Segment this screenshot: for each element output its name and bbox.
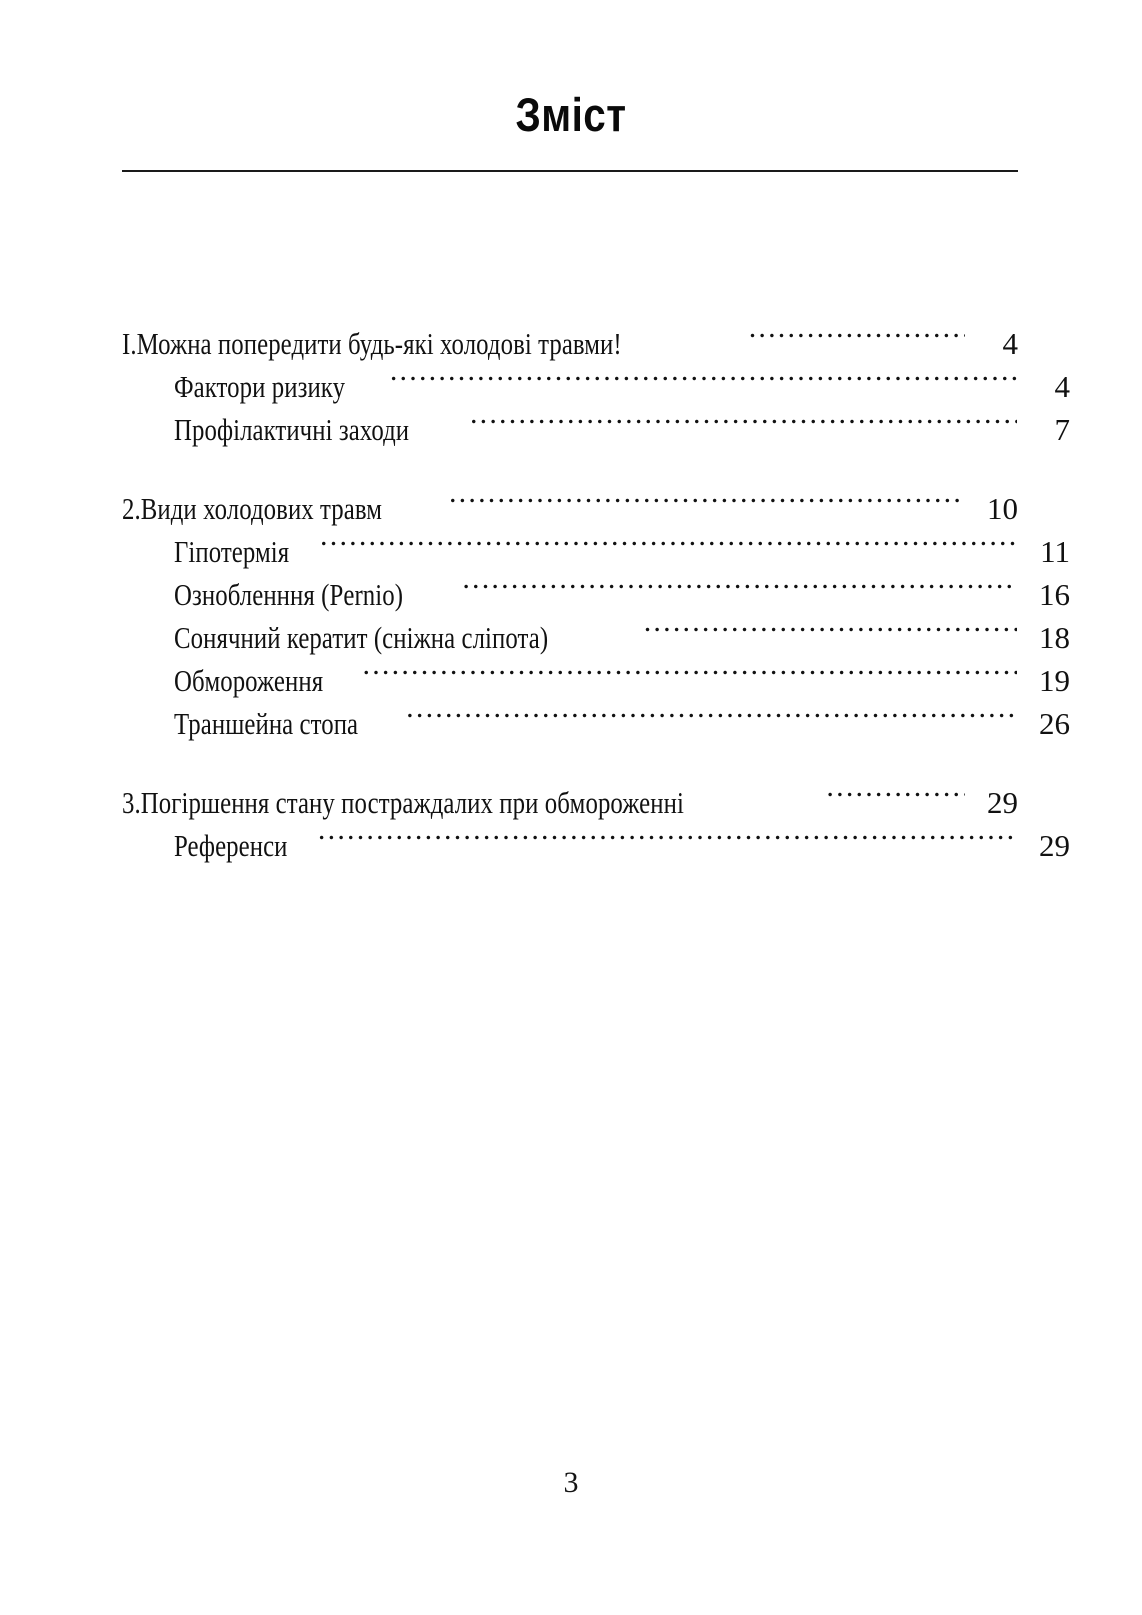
- toc-dot-leader: [644, 618, 1017, 648]
- toc-group: [122, 781, 1070, 867]
- toc-dot-leader: [749, 324, 965, 354]
- toc-dot-leader: [470, 410, 1017, 440]
- toc-entry-subsection[interactable]: [122, 530, 1070, 573]
- toc-dot-leader: [320, 532, 1017, 562]
- toc-entry-page-number: 16: [1039, 577, 1070, 612]
- toc-entry-label: І.Можна попередити будь-які холодові травми!: [122, 326, 622, 361]
- toc-entry-page-number: 19: [1039, 663, 1070, 698]
- page-title: Зміст: [515, 88, 627, 141]
- toc-entry-label: Траншейна стопа: [174, 706, 359, 741]
- toc-entry-subsection[interactable]: [122, 408, 1070, 451]
- toc-entry-subsection[interactable]: [122, 659, 1070, 702]
- toc-entry-subsection[interactable]: [122, 365, 1070, 408]
- toc-entry-label: Гіпотермія: [174, 534, 290, 569]
- toc-entry-subsection[interactable]: [122, 573, 1070, 616]
- toc-entry-label: Фактори ризику: [174, 369, 346, 404]
- toc-entry-page-number: 26: [1039, 706, 1070, 741]
- toc-entry-label: Профілактичні заходи: [174, 412, 410, 447]
- toc-entry-section[interactable]: [122, 487, 1018, 530]
- toc-entry-subsection[interactable]: [122, 824, 1070, 867]
- toc-group: [122, 487, 1070, 745]
- toc-dot-leader: [318, 826, 1017, 856]
- toc-dot-leader: [390, 367, 1017, 397]
- toc-entry-page-number: 11: [1040, 534, 1070, 569]
- title-divider: [122, 170, 1018, 172]
- toc-entry-page-number: 7: [1054, 412, 1070, 447]
- toc-group: [122, 322, 1070, 451]
- toc-dot-leader: [826, 783, 965, 813]
- toc-entry-section[interactable]: [122, 322, 1018, 365]
- toc-entry-label: Сонячний кератит (сніжна сліпота): [174, 620, 549, 655]
- toc-entry-page-number: 10: [987, 491, 1018, 526]
- toc-entry-label: Ознобленння (Pernio): [174, 577, 404, 612]
- toc-entry-page-number: 4: [1054, 369, 1070, 404]
- footer-page-number: 3: [563, 1466, 579, 1499]
- toc-entry-section[interactable]: [122, 781, 1018, 824]
- toc-entry-page-number: 29: [1039, 828, 1070, 863]
- toc-entry-subsection[interactable]: [122, 616, 1070, 659]
- toc-entry-label: 2.Види холодових травм: [122, 491, 382, 526]
- toc-entry-label: 3.Погіршення стану постраждалих при обмороженні: [122, 785, 684, 820]
- toc-entry-page-number: 18: [1039, 620, 1070, 655]
- toc-dot-leader: [449, 489, 965, 519]
- toc-entry-subsection[interactable]: [122, 702, 1070, 745]
- toc-entry-label: Референси: [174, 828, 288, 863]
- toc-entry-page-number: 29: [987, 785, 1018, 820]
- table-of-contents: [122, 322, 1070, 867]
- toc-entry-page-number: 4: [1002, 326, 1018, 361]
- toc-dot-leader: [462, 575, 1017, 605]
- toc-dot-leader: [406, 704, 1017, 734]
- toc-entry-label: Обмороження: [174, 663, 324, 698]
- toc-dot-leader: [363, 661, 1017, 691]
